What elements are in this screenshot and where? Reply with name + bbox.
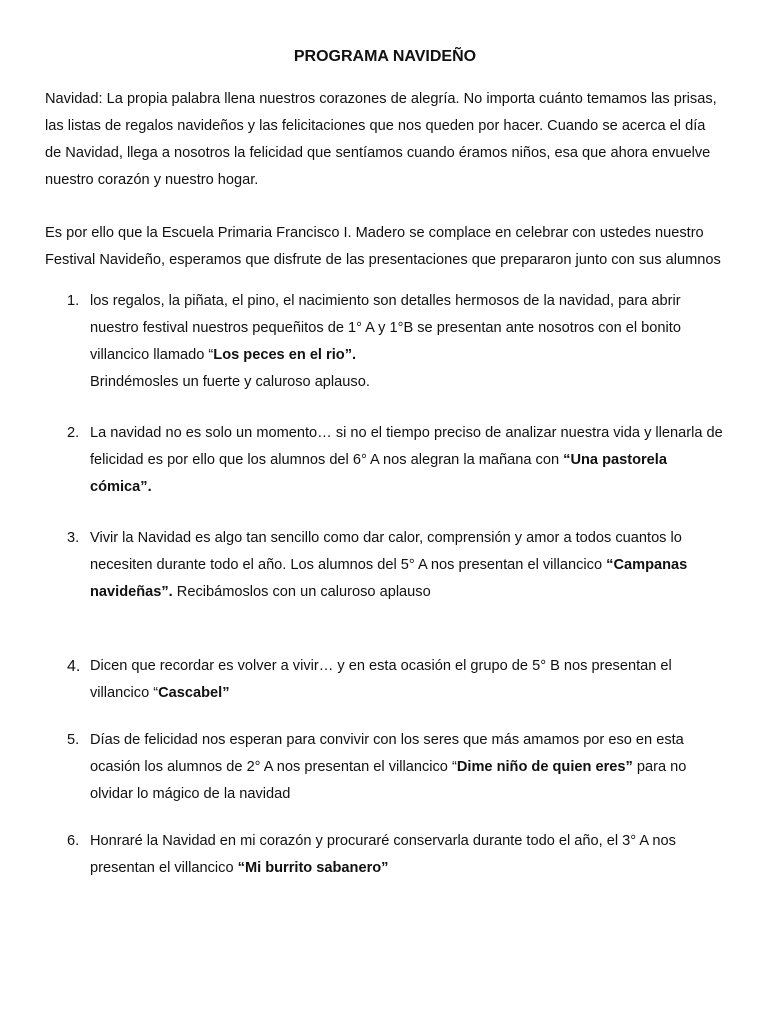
item-title: Cascabel” — [158, 685, 230, 701]
program-list — [45, 288, 725, 882]
page-title: PROGRAMA NAVIDEÑO — [293, 48, 477, 65]
item-number: 4. — [67, 658, 81, 675]
item-title: “Campanas navideñas”. — [90, 557, 688, 600]
item-text: La navidad no es solo un momento… si no el tiempo preciso de analizar nuestra vida y llenarla de felicidad es por ello que los alumnos del 6° A nos alegran la mañana con — [90, 425, 723, 468]
program-item — [45, 828, 725, 882]
item-title: Dime niño de quien eres” — [456, 759, 633, 775]
program-item — [45, 653, 725, 707]
item-text: Dicen que recordar es volver a vivir… y en esta ocasión el grupo de 5° B nos presentan el villancico “ — [90, 658, 672, 701]
item-title: Los peces en el rio”. — [213, 347, 357, 363]
program-item — [45, 420, 725, 501]
item-number: 2. — [67, 425, 80, 441]
item-text: para no olvidar lo mágico de la navidad — [90, 759, 687, 802]
item-text: Recibámoslos con un caluroso aplauso — [172, 584, 431, 600]
item-text: Brindémosles un fuerte y caluroso aplauso. — [90, 374, 370, 390]
item-number: 1. — [67, 293, 80, 309]
program-item — [45, 525, 725, 606]
intro-paragraph: Es por ello que la Escuela Primaria Francisco I. Madero se complace en celebrar con ustedes nuestro Festival Navideño, esperamos que disfrute de las presentaciones que prepararon junto con sus alumnos — [45, 225, 721, 268]
program-item — [45, 288, 725, 396]
item-text: Días de felicidad nos esperan para convivir con los seres que más amamos por eso en esta ocasión los alumnos de 2° A nos presentan el villancico “ — [90, 732, 684, 775]
document-page — [45, 44, 725, 882]
item-title: “Una pastorela cómica”. — [90, 452, 667, 495]
item-number: 5. — [67, 732, 80, 748]
item-text: los regalos, la piñata, el pino, el nacimiento son detalles hermosos de la navidad, para abrir nuestro festival nuestros pequeñitos de 1° A y 1°B se presentan ante nosotros con el bonito villancico llamado “ — [90, 293, 681, 363]
program-item — [45, 727, 725, 808]
item-text: Honraré la Navidad en mi corazón y procuraré conservarla durante todo el año, el 3° A nos presentan el villancico — [90, 833, 676, 876]
item-number: 6. — [67, 833, 80, 849]
item-number: 3. — [67, 530, 80, 546]
intro-paragraph: Navidad: La propia palabra llena nuestros corazones de alegría. No importa cuánto temamos las prisas, las listas de regalos navideños y las felicitaciones que nos queden por hacer. Cuando se acerca el día de Navidad, llega a nosotros la felicidad que sentíamos cuando éramos niños, esa que ahora envuelve nuestro corazón y nuestro hogar. — [45, 91, 717, 188]
item-title: “Mi burrito sabanero” — [237, 860, 389, 876]
item-text: Vivir la Navidad es algo tan sencillo como dar calor, comprensión y amor a todos cuantos lo necesiten durante todo el año. Los alumnos del 5° A nos presentan el villancico — [90, 530, 682, 573]
